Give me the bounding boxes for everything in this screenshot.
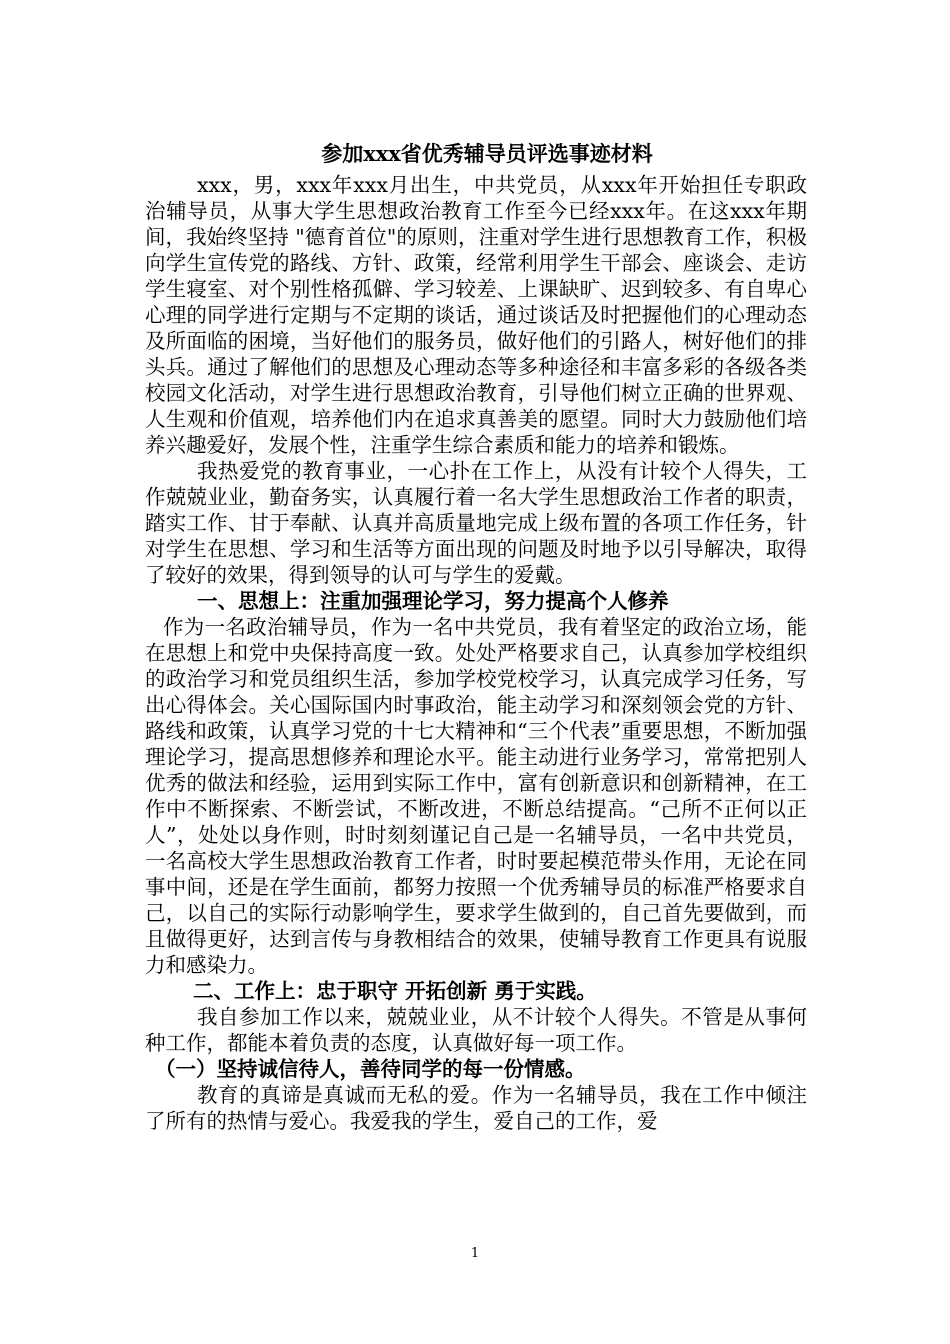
section-heading-work: 二、工作上：忠于职守 开拓创新 勇于实践。 <box>193 979 597 1003</box>
document-body <box>145 136 807 1134</box>
paragraph-thought: 作为一名政治辅导员，作为一名中共党员，我有着坚定的政治立场，能在思想上和党中央保持高度一致。处处严格要求自己，认真参加学校组织的政治学习和党员组织生活，参加学校党校学习，认真完成学习任务，写出心得体会。关心国际国内时事政治，能主动学习和深刻领会党的方针、路线和政策，认真学习党的十七大精神和“三个代表”重要思想，不断加强理论学习，提高思想修养和理论水平。能主动进行业务学习，常常把别人优秀的做法和经验，运用到实际工作中，富有创新意识和创新精神，在工作中不断探索、不断尝试，不断改进，不断总结提高。“己所不正何以正人”，处处以身作则，时时刻刻谨记自己是一名辅导员，一名中共党员，一名高校大学生思想政治教育工作者，时时要起模范带头作用，无论在同事中间，还是在学生面前，都努力按照一个优秀辅导员的标准严格要求自己，以自己的实际行动影响学生，要求学生做到的，自己首先要做到，而且做得更好，达到言传与身教相结合的效果，使辅导教育工作更具有说服力和感染力。 <box>145 615 807 977</box>
section-heading-thought: 一、思想上：注重加强理论学习，努力提高个人修养 <box>197 589 669 613</box>
paragraph-sincerity: 教育的真谛是真诚而无私的爱。作为一名辅导员，我在工作中倾注了所有的热情与爱心。我爱我的学生，爱自己的工作，爱 <box>145 1083 807 1133</box>
paragraph-dedication: 我热爱党的教育事业，一心扑在工作上，从没有计较个人得失，工作兢兢业业，勤奋务实，认真履行着一名大学生思想政治工作者的职责，踏实工作、甘于奉献、认真并高质量地完成上级布置的各项工作任务，针对学生在思想、学习和生活等方面出现的问题及时地予以引导解决，取得了较好的效果，得到领导的认可与学生的爱戴。 <box>145 459 807 587</box>
paragraph-introduction: xxx，男，xxx年xxx月出生，中共党员，从xxx年开始担任专职政治辅导员，从事大学生思想政治教育工作至今已经xxx年。在这xxx年期间，我始终坚持 "德育首位"的原则，注重对学生进行思想教育工作，积极向学生宣传党的路线、方针、政策，经常利用学生干部会、座谈会、走访学生寝室、对个别性格孤僻、学习较差、上课缺旷、迟到较多、有自卑心心理的同学进行定期与不定期的谈话，通过谈话及时把握他们的心理动态及所面临的困境，当好他们的服务员，做好他们的引路人，树好他们的排头兵。通过了解他们的思想及心理动态等多种途径和丰富多彩的各级各类校园文化活动，对学生进行思想政治教育，引导他们树立正确的世界观、人生观和价值观，培养他们内在追求真善美的愿望。同时大力鼓励他们培养兴趣爱好，发展个性，注重学生综合素质和能力的培养和锻炼。 <box>145 173 807 457</box>
page-number: 1 <box>470 1246 480 1261</box>
paragraph-work: 我自参加工作以来，兢兢业业，从不计较个人得失。不管是从事何种工作，都能本着负责的态度，认真做好每一项工作。 <box>145 1005 807 1055</box>
document-title: 参加xxx省优秀辅导员评选事迹材料 <box>321 141 653 166</box>
subsection-heading-sincerity: （一）坚持诚信待人，善待同学的每一份情感。 <box>155 1057 586 1081</box>
